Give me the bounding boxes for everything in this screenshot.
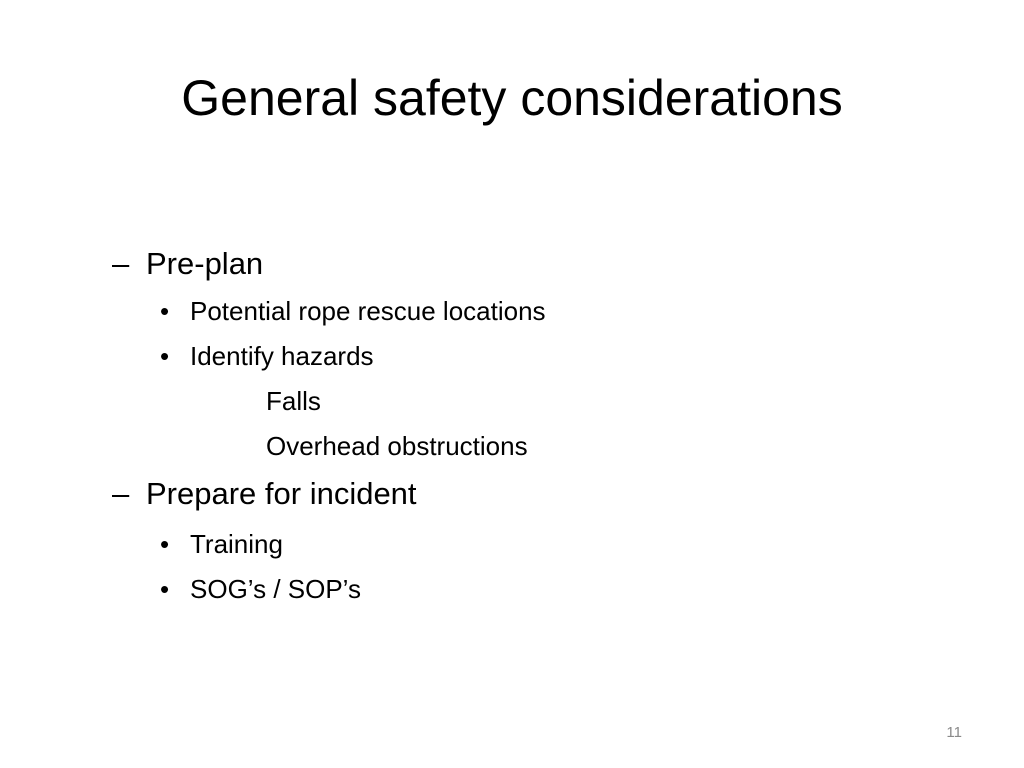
dash-marker: – — [112, 476, 130, 511]
subitem-text: Overhead obstructions — [266, 431, 528, 461]
bullet-marker: • — [160, 296, 170, 326]
bullet-text: SOG’s / SOP’s — [190, 574, 361, 604]
bullet-text: Training — [190, 529, 283, 559]
bullet-marker: • — [160, 529, 170, 559]
section-label: Prepare for incident — [146, 476, 417, 511]
slide-number: 11 — [946, 724, 962, 741]
bullet-text: Identify hazards — [190, 341, 374, 371]
bullet-marker: • — [160, 341, 170, 371]
subitem-text: Falls — [266, 386, 321, 416]
section-label: Pre-plan — [146, 246, 264, 281]
slide-title: General safety considerations — [181, 70, 843, 126]
bullet-text: Potential rope rescue locations — [190, 296, 546, 326]
bullet-marker: • — [160, 574, 170, 604]
dash-marker: – — [112, 246, 130, 281]
